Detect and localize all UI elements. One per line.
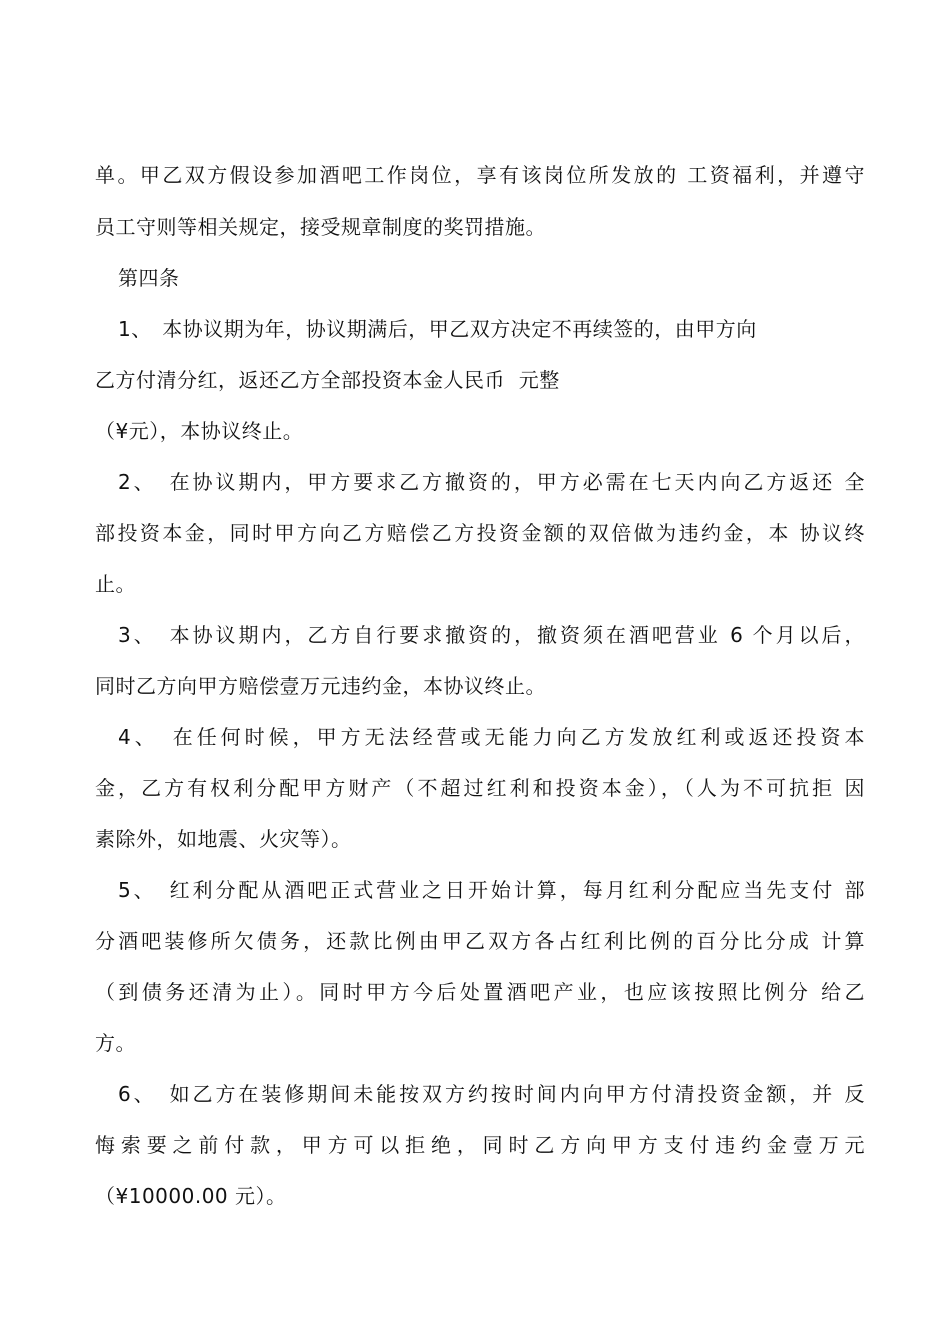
paragraph-line: 单。甲乙双方假设参加酒吧工作岗位，享有该岗位所发放的 工资福利，并遵守 bbox=[95, 163, 865, 187]
section-heading: 第四条 bbox=[118, 266, 180, 290]
clause-line: （¥元），本协议终止。 bbox=[95, 419, 304, 443]
paragraph-line: 员工守则等相关规定，接受规章制度的奖罚措施。 bbox=[95, 215, 546, 239]
clause-line: （¥10000.00 元）。 bbox=[95, 1184, 287, 1208]
clause-line: （到债务还清为止）。同时甲方今后处置酒吧产业，也应该按照比例分 给乙 bbox=[95, 980, 865, 1004]
clause-line: 悔索要之前付款，甲方可以拒绝，同时乙方向甲方支付违约金壹万元 bbox=[95, 1133, 865, 1157]
clause-line: 分酒吧装修所欠债务，还款比例由甲乙双方各占红利比例的百分比分成 计算 bbox=[95, 929, 865, 953]
clause-line: 部投资本金，同时甲方向乙方赔偿乙方投资金额的双倍做为违约金，本 协议终 bbox=[95, 521, 865, 545]
clause-line: 2、 在协议期内，甲方要求乙方撤资的，甲方必需在七天内向乙方返还 全 bbox=[118, 470, 865, 494]
clause-line: 止。 bbox=[95, 572, 136, 596]
clause-line: 方。 bbox=[95, 1031, 136, 1055]
clause-line: 1、 本协议期为年，协议期满后，甲乙双方决定不再续签的，由甲方向 bbox=[118, 317, 757, 341]
clause-line: 金，乙方有权利分配甲方财产（不超过红利和投资本金），（人为不可抗拒 因 bbox=[95, 776, 865, 800]
clause-line: 4、 在任何时候，甲方无法经营或无能力向乙方发放红利或返还投资本 bbox=[118, 725, 865, 749]
clause-line: 5、 红利分配从酒吧正式营业之日开始计算，每月红利分配应当先支付 部 bbox=[118, 878, 865, 902]
clause-line: 6、 如乙方在装修期间未能按双方约按时间内向甲方付清投资金额，并 反 bbox=[118, 1082, 865, 1106]
clause-line: 素除外，如地震、火灾等）。 bbox=[95, 827, 352, 851]
clause-line: 乙方付清分红，返还乙方全部投资本金人民币 元整 bbox=[95, 368, 560, 392]
clause-line: 同时乙方向甲方赔偿壹万元违约金，本协议终止。 bbox=[95, 674, 546, 698]
clause-line: 3、 本协议期内，乙方自行要求撤资的，撤资须在酒吧营业 6 个月以后， bbox=[118, 623, 865, 647]
